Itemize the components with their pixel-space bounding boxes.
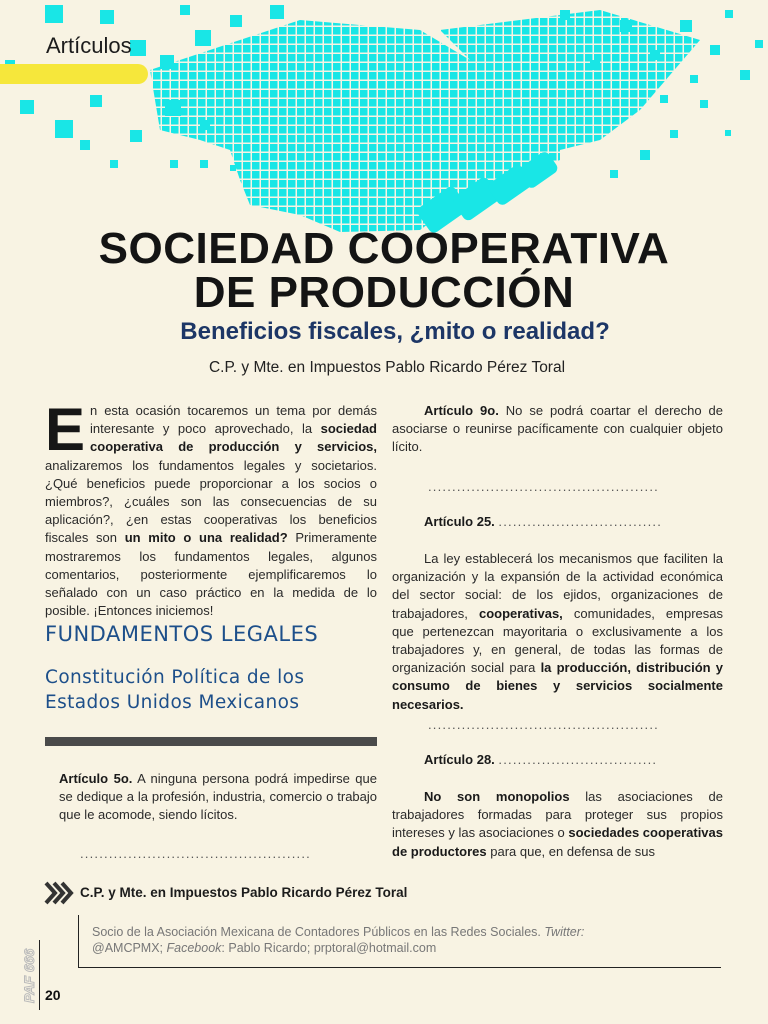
- ellipsis-line: ................................................: [428, 479, 659, 494]
- chevrons-right-icon: [44, 880, 74, 906]
- section-accent-bar: [0, 64, 148, 84]
- articulo-25-label: Artículo 25. ..................................: [424, 514, 663, 529]
- articulo-5: Artículo 5o. A ninguna persona podrá impedirse que se dedique a la profesión, industria, comercio o trabajo que le acomode, siendo lícitos.: [59, 771, 377, 823]
- article-title-line1: SOCIEDAD COOPERATIVA: [98, 224, 670, 273]
- articulo-9: Artículo 9o. No se podrá coartar el derecho de asociarse o reunirse pacíficamente con cualquier objeto lícito.: [392, 403, 723, 455]
- articulo-28-label: Artículo 28. .................................: [424, 752, 658, 767]
- articulo-28-text: No son monopolios las asociaciones de trabajadores formadas para proteger sus propios intereses y las asociaciones o sociedades cooperativas de productores para que, en defensa de sus: [392, 789, 723, 859]
- footer-vertical-rule: [39, 940, 40, 1010]
- articulo-25-text: La ley establecerá los mecanismos que faciliten la organización y la expansión de la actividad económica del sector social: de los ejidos, organizaciones de trabajadores, cooperativas, comunidades, empresas que pertenezcan mayoritaria o exclusivamente a los trabajadores y, en general, de todas las formas de organización social para la producción, distribución y consumo de bienes y servicios socialmente necesarios.: [392, 551, 723, 712]
- heading-fundamentos-legales: FUNDAMENTOS LEGALES: [45, 622, 319, 646]
- article-subtitle: Beneficios fiscales, ¿mito o realidad?: [180, 318, 610, 345]
- footer-author: C.P. y Mte. en Impuestos Pablo Ricardo Pérez Toral: [80, 885, 408, 900]
- intro-paragraph: En esta ocasión tocaremos un tema por demás interesante y poco aprovechado, la sociedad cooperativa de producción y servicios, analizaremos los fundamentos legales y societarios. ¿Qué beneficios puede proporcionar a los socios o miembros?, ¿cuáles son las consecuencias de su aplicación?, ¿en estas cooperativas los beneficios fiscales son un mito o una realidad? Primeramente mostraremos los fundamentos legales, algunos comentarios, posteriormente ejemplificaremos lo señalado con un caso práctico en la medida de lo posible. ¡Entonces iniciemos!: [45, 396, 377, 619]
- publication-mark-text: PAF 666: [21, 948, 37, 1003]
- heading-constitucion: Constitución Política de los Estados Unidos Mexicanos: [45, 667, 305, 713]
- drop-cap: E: [45, 396, 86, 463]
- ellipsis-line: ................................................: [428, 717, 659, 732]
- article-title-line2: DE PRODUCCIÓN: [193, 268, 575, 317]
- section-divider: [45, 737, 377, 746]
- publication-mark: [14, 945, 40, 1005]
- page-number: 20: [45, 987, 61, 1003]
- ellipsis-line: ................................................: [80, 846, 311, 861]
- section-label: Artículos: [46, 33, 132, 58]
- author-bio: Socio de la Asociación Mexicana de Contadores Públicos en las Redes Sociales. Twitter: @AMCPMX; Facebook: Pablo Ricardo; prptoral@hotmail.com: [92, 925, 585, 955]
- article-author: C.P. y Mte. en Impuestos Pablo Ricardo Pérez Toral: [208, 359, 566, 376]
